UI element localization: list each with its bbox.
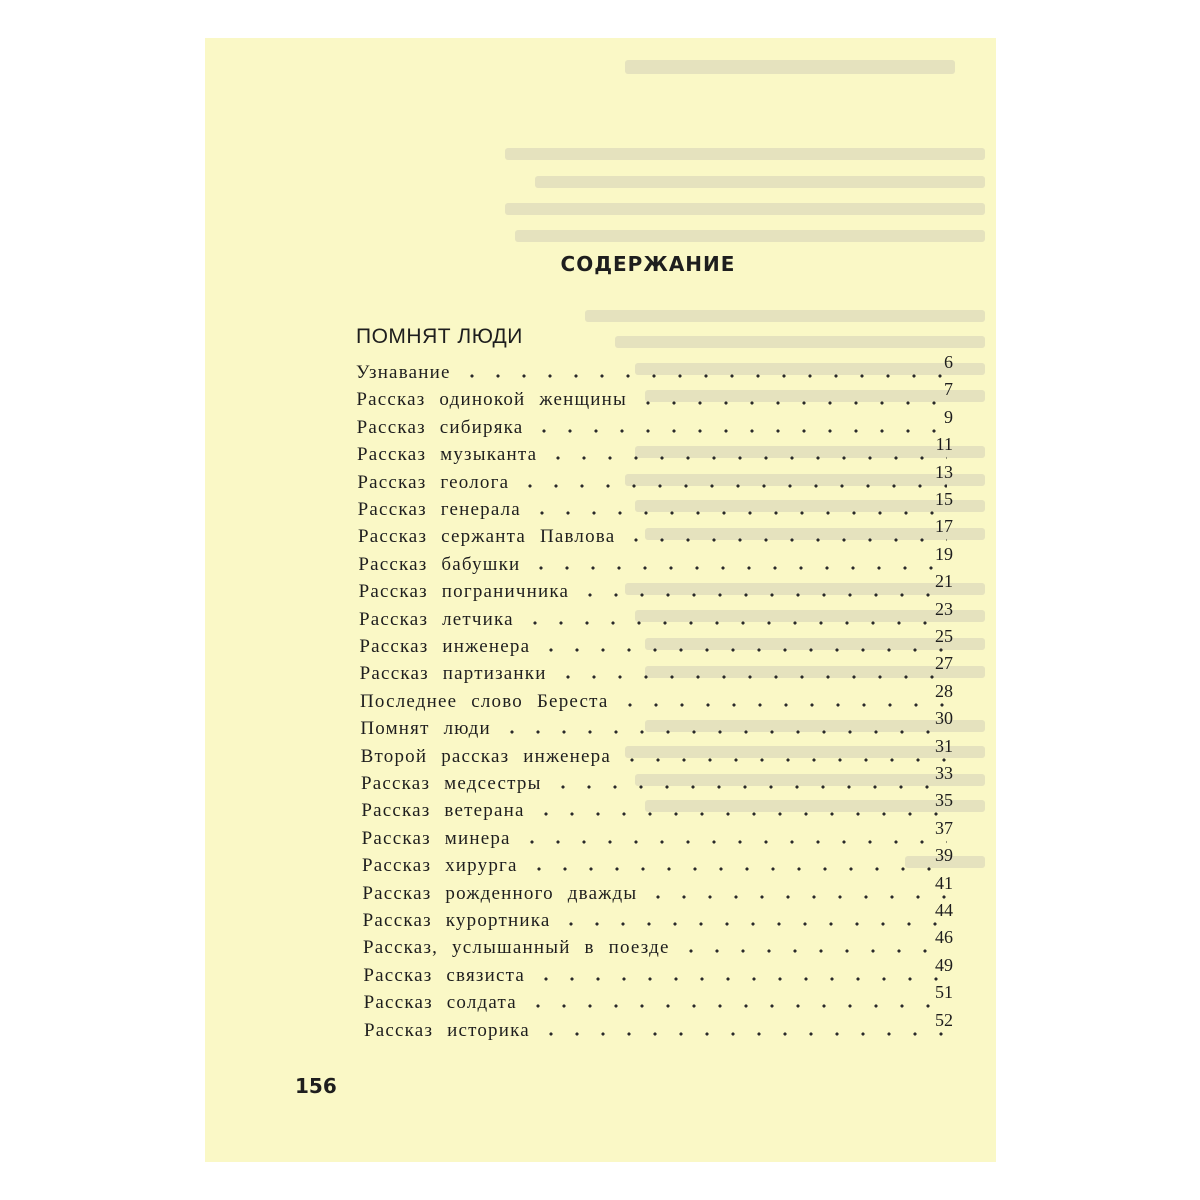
toc-entry-title: Рассказ минера bbox=[361, 827, 511, 849]
dot-leader bbox=[517, 483, 947, 489]
toc-entry-page: 37 bbox=[934, 817, 953, 838]
toc-entry-title: Рассказ курортника bbox=[362, 910, 551, 931]
toc-entry-page: 7 bbox=[943, 379, 953, 400]
toc-entry-page: 11 bbox=[935, 434, 953, 455]
toc-row bbox=[361, 817, 953, 850]
toc-entry-title: Второй рассказ инженера bbox=[360, 745, 612, 767]
toc-row bbox=[358, 571, 953, 603]
toc-entry-page: 13 bbox=[934, 461, 953, 482]
toc-entry-title: Рассказ хирурга bbox=[362, 855, 518, 877]
dot-leader bbox=[645, 894, 947, 900]
toc-entry-title: Рассказ геолога bbox=[357, 471, 510, 493]
toc-row bbox=[357, 489, 953, 521]
toc-list bbox=[205, 38, 996, 1162]
toc-entry-title: Рассказ бабушки bbox=[358, 553, 521, 575]
dot-leader bbox=[545, 455, 947, 461]
toc-row bbox=[363, 954, 953, 987]
dot-leader bbox=[550, 784, 947, 790]
toc-entry-title: Рассказ связиста bbox=[363, 964, 525, 986]
page-number: 156 bbox=[295, 1074, 337, 1098]
toc-entry-page: 17 bbox=[935, 516, 953, 537]
toc-row bbox=[361, 790, 953, 822]
toc-entry-page: 9 bbox=[943, 406, 953, 427]
toc-entry-page: 33 bbox=[935, 763, 953, 783]
toc-entry-title: Рассказ сержанта Павлова bbox=[358, 526, 616, 548]
toc-entry-title: Рассказ инженера bbox=[359, 636, 531, 657]
toc-row bbox=[360, 680, 953, 713]
toc-entry-title: Рассказ одинокой женщины bbox=[356, 389, 627, 411]
toc-entry-page: 15 bbox=[934, 489, 953, 509]
toc-entry-title: Помнят люди bbox=[360, 718, 491, 740]
dot-leader bbox=[519, 839, 947, 845]
toc-row bbox=[364, 1009, 953, 1042]
toc-entry-page: 41 bbox=[934, 872, 953, 893]
dot-leader bbox=[526, 866, 947, 872]
book-page bbox=[205, 38, 996, 1162]
toc-entry-title: Рассказ летчика bbox=[359, 608, 514, 630]
dot-leader bbox=[533, 811, 947, 817]
toc-entry-page: 35 bbox=[934, 790, 953, 811]
dot-leader bbox=[522, 620, 947, 626]
dot-leader bbox=[459, 373, 947, 379]
toc-entry-page: 39 bbox=[935, 845, 953, 866]
dot-leader bbox=[678, 948, 947, 954]
dot-leader bbox=[533, 976, 947, 982]
dot-leader bbox=[525, 1003, 947, 1009]
toc-entry-title: Узнавание bbox=[356, 362, 451, 383]
toc-row bbox=[356, 406, 953, 439]
toc-row bbox=[358, 516, 953, 548]
toc-row bbox=[362, 872, 953, 905]
toc-entry-page: 19 bbox=[934, 543, 953, 564]
toc-row bbox=[356, 352, 953, 384]
dot-leader bbox=[538, 647, 947, 653]
toc-row bbox=[362, 845, 953, 877]
toc-row bbox=[362, 900, 953, 932]
dot-leader bbox=[531, 428, 947, 434]
dot-leader bbox=[635, 400, 947, 406]
toc-row bbox=[360, 708, 953, 740]
toc-entry-title: Рассказ сибиряка bbox=[356, 416, 524, 438]
toc-entry-page: 27 bbox=[934, 653, 953, 674]
toc-row bbox=[358, 543, 953, 576]
dot-leader bbox=[619, 757, 947, 763]
toc-row bbox=[359, 653, 953, 685]
toc-entry-page: 30 bbox=[934, 708, 953, 729]
dot-leader bbox=[577, 592, 947, 598]
toc-entry-title: Рассказ медсестры bbox=[361, 773, 542, 794]
toc-entry-title: Рассказ историка bbox=[364, 1019, 530, 1041]
dot-leader bbox=[617, 702, 948, 708]
toc-entry-page: 28 bbox=[935, 680, 953, 701]
toc-entry-title: Рассказ музыканта bbox=[357, 444, 538, 466]
toc-row bbox=[359, 626, 953, 658]
toc-entry-title: Рассказ рожденного дважды bbox=[362, 882, 638, 904]
toc-entry-title: Рассказ партизанки bbox=[359, 663, 547, 685]
toc-entry-title: Последнее слово Береста bbox=[360, 690, 609, 712]
dot-leader bbox=[499, 729, 947, 735]
contents-heading: СОДЕРЖАНИЕ bbox=[560, 252, 736, 276]
toc-row bbox=[361, 763, 953, 795]
toc-entry-page: 44 bbox=[934, 900, 953, 920]
dot-leader bbox=[555, 674, 947, 680]
dot-leader bbox=[558, 921, 947, 927]
toc-entry-page: 31 bbox=[934, 735, 953, 756]
toc-entry-page: 6 bbox=[944, 352, 953, 372]
toc-entry-page: 46 bbox=[935, 927, 953, 948]
toc-entry-page: 23 bbox=[935, 598, 953, 619]
toc-entry-title: Рассказ солдата bbox=[363, 992, 517, 1014]
toc-row bbox=[357, 461, 953, 494]
dot-leader bbox=[623, 537, 947, 543]
toc-entry-page: 21 bbox=[934, 571, 953, 592]
dot-leader bbox=[529, 510, 947, 516]
toc-row bbox=[363, 982, 953, 1014]
dot-leader bbox=[528, 565, 947, 571]
toc-entry-title: Рассказ пограничника bbox=[358, 581, 570, 603]
toc-entry-page: 25 bbox=[934, 626, 953, 646]
toc-row bbox=[360, 735, 953, 768]
toc-row bbox=[356, 379, 953, 411]
toc-entry-page: 52 bbox=[935, 1009, 953, 1030]
dot-leader bbox=[538, 1031, 947, 1037]
section-title: ПОМНЯТ ЛЮДИ bbox=[356, 325, 523, 348]
toc-row bbox=[357, 434, 953, 466]
toc-entry-title: Рассказ, услышанный в поезде bbox=[363, 937, 670, 959]
toc-entry-page: 49 bbox=[934, 954, 953, 975]
toc-entry-title: Рассказ ветерана bbox=[361, 800, 525, 822]
toc-entry-page: 51 bbox=[934, 982, 953, 1003]
toc-row bbox=[359, 598, 953, 631]
toc-row bbox=[363, 927, 953, 959]
toc-entry-title: Рассказ генерала bbox=[357, 499, 521, 520]
